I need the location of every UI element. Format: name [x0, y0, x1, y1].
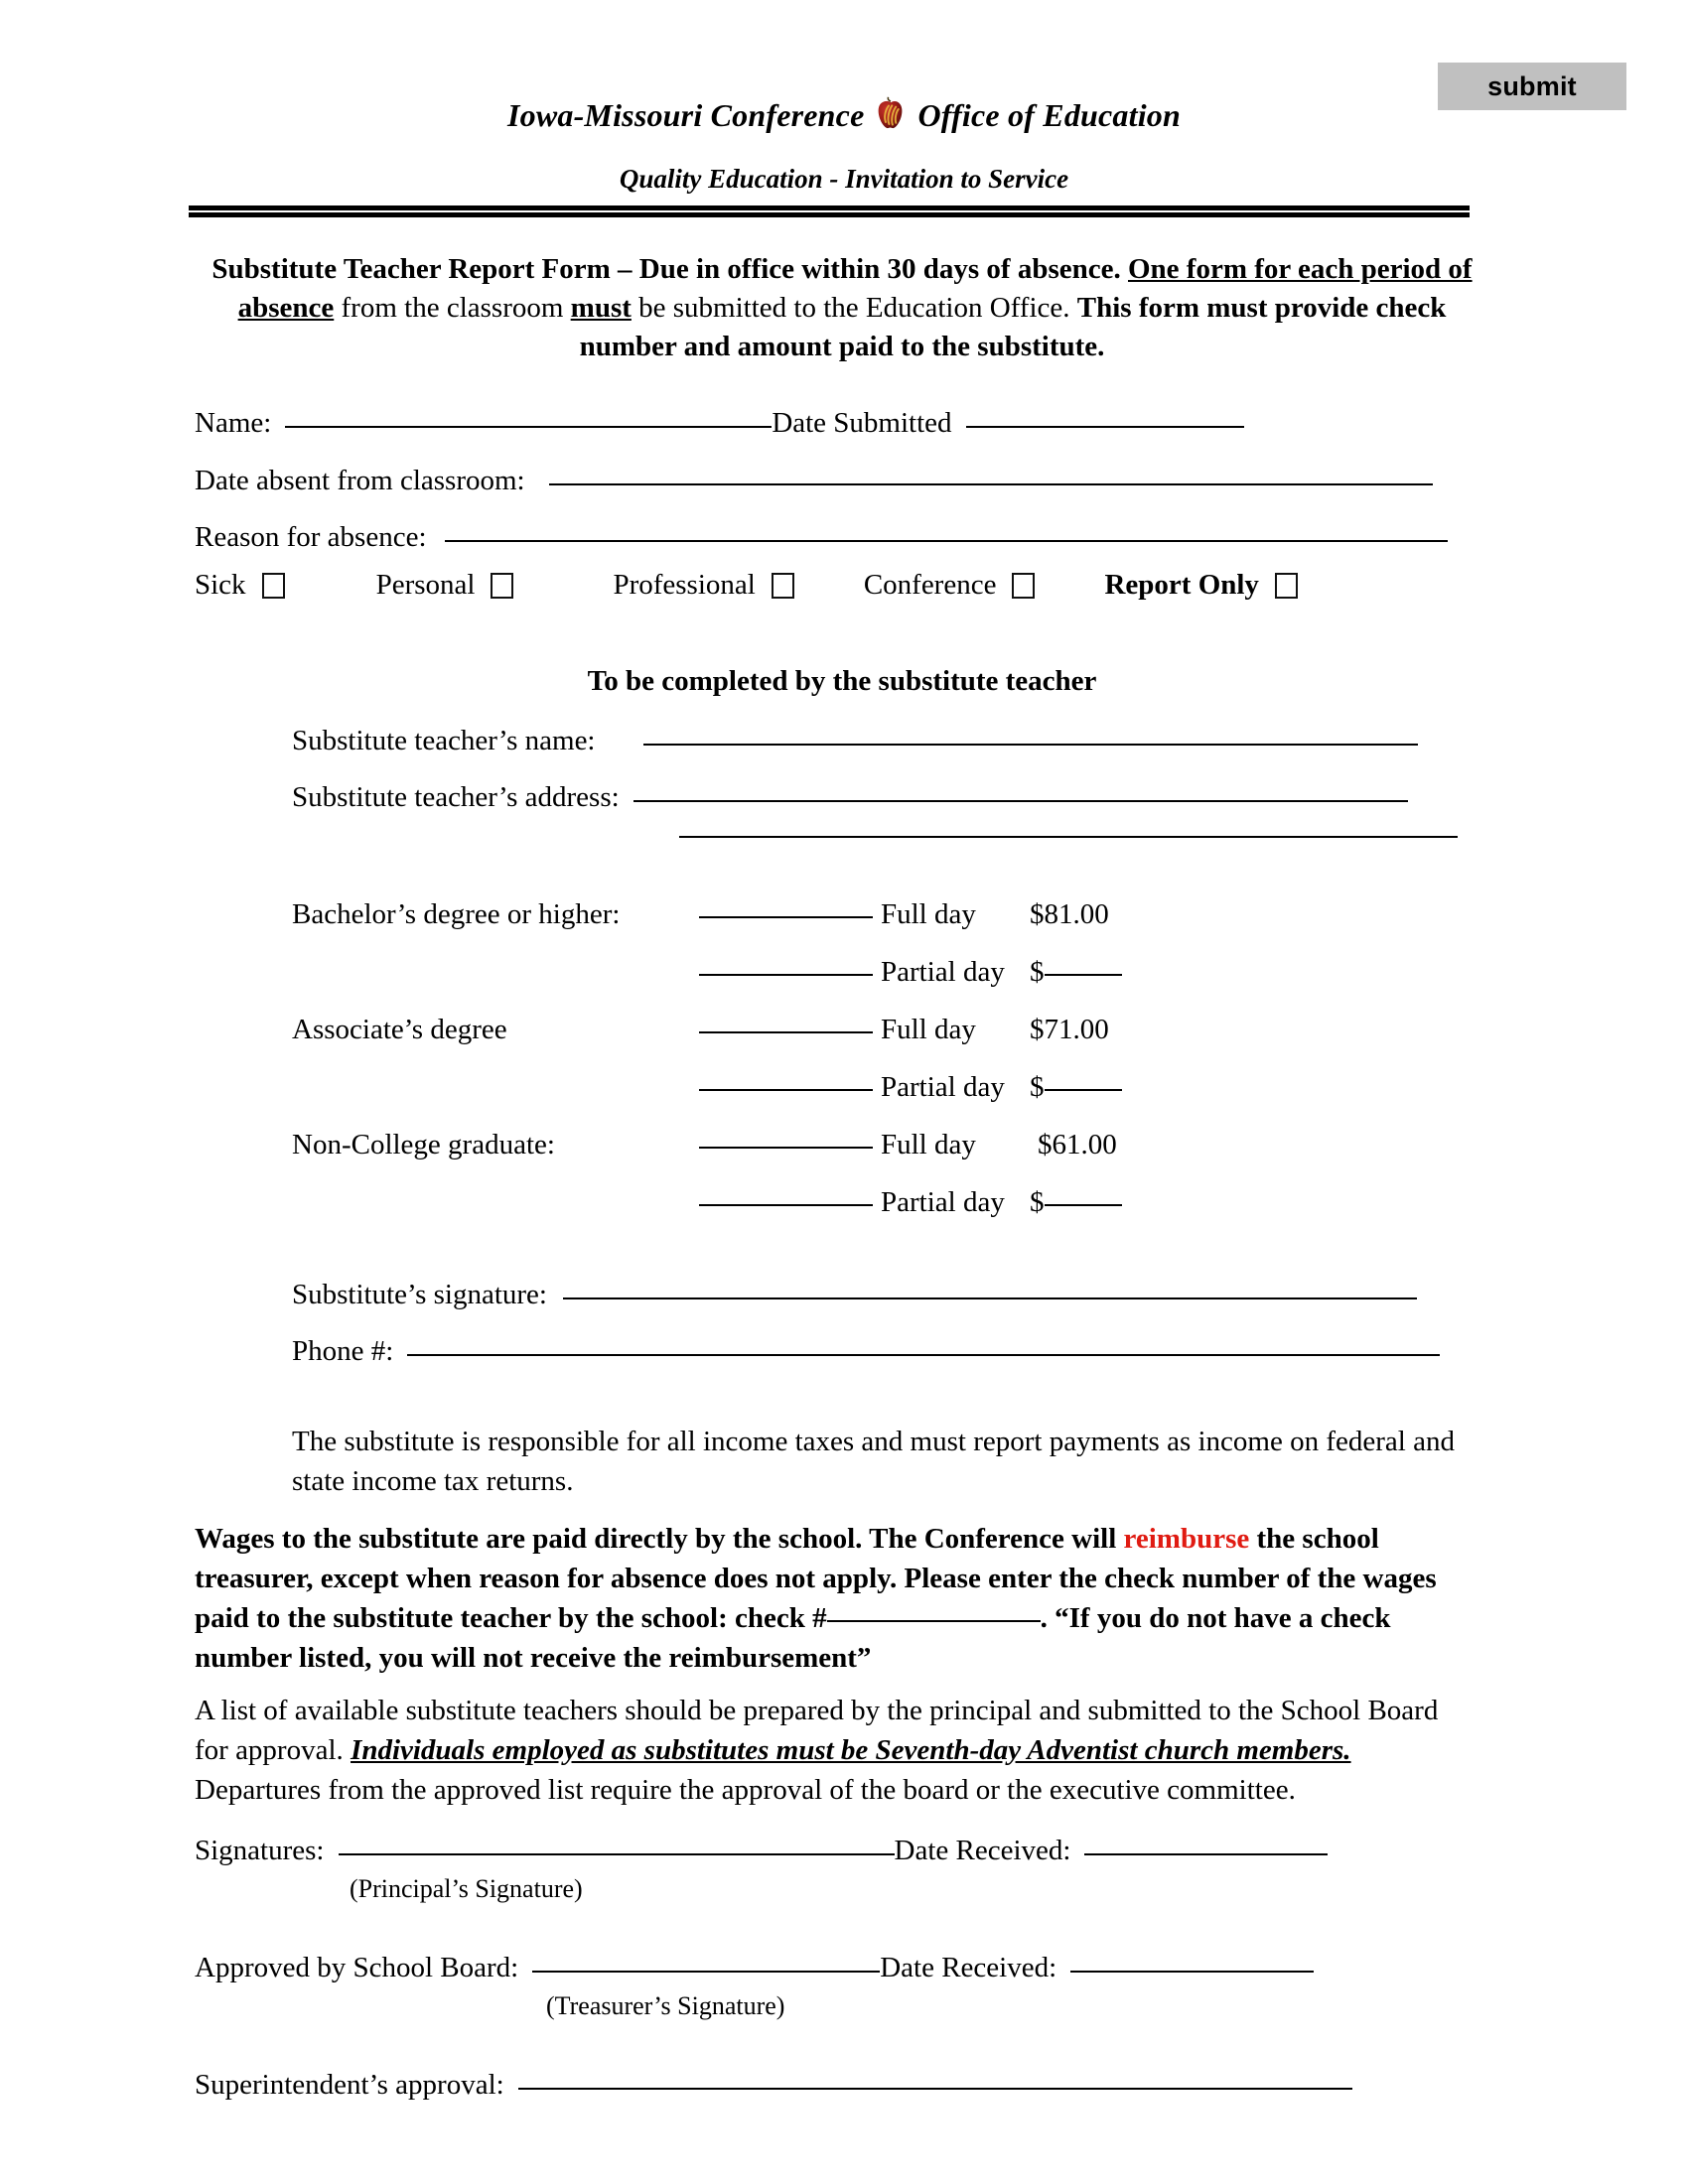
pay-row-bachelor-full [292, 898, 1109, 931]
substitute-list-paragraph [195, 1691, 1476, 1810]
date-absent-label: Date absent from classroom: [195, 465, 525, 496]
pay-row-bachelor-partial [292, 956, 1122, 989]
checkbox-label-report-only: Report Only [1104, 569, 1259, 601]
check-number-input[interactable] [827, 1619, 1041, 1622]
pay-row-associate-partial [292, 1071, 1122, 1104]
pay-row-noncollege-partial [292, 1186, 1122, 1219]
substitute-section-title: To be completed by the substitute teacher [587, 665, 1097, 697]
pay-daytype-bachelor-partial: Partial day [881, 956, 1005, 988]
pay-input-noncollege-partial[interactable] [699, 1203, 873, 1206]
principal-signature-input[interactable] [339, 1852, 895, 1855]
name-input[interactable] [285, 425, 772, 428]
reason-input[interactable] [445, 539, 1448, 542]
substitute-name-input[interactable] [643, 743, 1418, 746]
intro-paragraph [197, 250, 1487, 366]
tax-note-paragraph: The substitute is responsible for all income taxes and must report payments as income on federal and state income tax returns. [292, 1426, 1455, 1497]
treasurer-signature-note: (Treasurer’s Signature) [546, 1991, 785, 2020]
wages-text-3: . “If you do not have a check number listed, you will not receive the reimbursement” [195, 1602, 1391, 1674]
date-submitted-input[interactable] [966, 425, 1244, 428]
pay-daytype-associate-full: Full day [881, 1014, 976, 1045]
substitute-name-row [292, 725, 1418, 757]
checkbox-label-personal: Personal [375, 569, 476, 601]
signatures-row [195, 1835, 1328, 1867]
substitute-address-input-2[interactable] [679, 835, 1458, 838]
pay-input-associate-full[interactable] [699, 1030, 873, 1033]
submit-button[interactable]: submit [1438, 63, 1626, 110]
date-received-input-1[interactable] [1084, 1852, 1328, 1855]
list-emphasis: Individuals employed as substitutes must be Seventh-day Adventist church members. [351, 1734, 1351, 1766]
pay-amount-noncollege-full: $61.00 [1038, 1129, 1117, 1160]
date-submitted-label: Date Submitted [772, 407, 952, 439]
intro-sentence-5: be submitted to the Education Office. [638, 292, 1070, 324]
reason-label: Reason for absence: [195, 521, 427, 553]
checkbox-label-conference: Conference [863, 569, 997, 601]
pay-input-associate-partial[interactable] [699, 1088, 873, 1091]
substitute-signature-input[interactable] [563, 1297, 1417, 1299]
pay-degree-label-bachelor: Bachelor’s degree or higher: [292, 898, 621, 930]
pay-degree-label-associate: Associate’s degree [292, 1014, 507, 1045]
superintendent-label: Superintendent’s approval: [195, 2069, 504, 2101]
pay-daytype-noncollege-full: Full day [881, 1129, 976, 1160]
pay-input-noncollege-full[interactable] [699, 1146, 873, 1149]
pay-amount-bachelor-partial: $ [1030, 956, 1045, 988]
date-received-label-2: Date Received: [880, 1952, 1057, 1983]
checkbox-report-only[interactable] [1275, 573, 1298, 599]
wages-text-1: Wages to the substitute are paid directly by the school. The Conference will [195, 1523, 1117, 1555]
wages-paragraph [195, 1519, 1476, 1678]
date-absent-row [195, 465, 1433, 497]
intro-sentence-2: One form for each period of absence [237, 253, 1473, 324]
pay-amount-input-associate-partial[interactable] [1045, 1088, 1122, 1091]
pay-amount-bachelor-full: $81.00 [1030, 898, 1109, 930]
pay-input-bachelor-full[interactable] [699, 915, 873, 918]
superintendent-row [195, 2069, 1352, 2102]
date-absent-input[interactable] [549, 482, 1433, 485]
pay-amount-associate-partial: $ [1030, 1071, 1045, 1103]
substitute-address-row-2 [679, 839, 1458, 842]
name-label: Name: [195, 407, 272, 439]
pay-row-noncollege-full [292, 1129, 1117, 1161]
checkbox-sick[interactable] [262, 573, 285, 599]
checkbox-item-report-only[interactable] [1104, 569, 1297, 602]
pay-daytype-noncollege-partial: Partial day [881, 1186, 1005, 1218]
substitute-address-label: Substitute teacher’s address: [292, 781, 620, 813]
list-text-2: Departures from the approved list require the approval of the board or the executive committee. [195, 1774, 1296, 1806]
header-divider [189, 205, 1470, 217]
date-received-label-1: Date Received: [894, 1835, 1071, 1866]
checkbox-conference[interactable] [1012, 573, 1035, 599]
absence-reason-checkbox-group [195, 569, 1476, 602]
substitute-phone-row [292, 1335, 1440, 1368]
checkbox-label-professional: Professional [613, 569, 756, 601]
substitute-phone-input[interactable] [407, 1353, 1440, 1356]
substitute-phone-label: Phone #: [292, 1335, 394, 1367]
superintendent-approval-input[interactable] [518, 2087, 1352, 2090]
org-name-right: Office of Education [917, 97, 1182, 134]
checkbox-item-personal[interactable] [376, 569, 514, 602]
org-name-left: Iowa-Missouri Conference [506, 97, 865, 134]
principal-signature-note: (Principal’s Signature) [350, 1874, 583, 1903]
substitute-name-label: Substitute teacher’s name: [292, 725, 596, 756]
date-received-input-2[interactable] [1070, 1970, 1314, 1973]
apple-icon [876, 96, 906, 130]
checkbox-item-conference[interactable] [864, 569, 1036, 602]
tagline: Quality Education - Invitation to Service [619, 164, 1069, 194]
checkbox-professional[interactable] [772, 573, 794, 599]
substitute-signature-label: Substitute’s signature: [292, 1279, 547, 1310]
checkbox-label-sick: Sick [195, 569, 246, 601]
reason-row [195, 521, 1448, 554]
wages-text-2: the school treasurer, except when reason for absence does not apply. Please enter the check number of the wages paid to the substitute teacher by the school: check # [195, 1523, 1437, 1634]
intro-sentence-6: This form must provide check number and amount paid to the substitute. [579, 292, 1447, 362]
intro-sentence-4: must [570, 292, 632, 324]
school-board-row [195, 1952, 1314, 1984]
checkbox-item-sick[interactable] [195, 569, 285, 602]
pay-row-associate-full [292, 1014, 1109, 1046]
pay-amount-associate-full: $71.00 [1030, 1014, 1109, 1045]
checkbox-item-professional[interactable] [613, 569, 793, 602]
checkbox-personal[interactable] [491, 573, 513, 599]
pay-degree-label-noncollege: Non-College graduate: [292, 1129, 555, 1160]
pay-daytype-associate-partial: Partial day [881, 1071, 1005, 1103]
school-board-label: Approved by School Board: [195, 1952, 519, 1983]
substitute-address-row [292, 781, 1408, 814]
substitute-signature-row [292, 1279, 1417, 1311]
list-text-1: A list of available substitute teachers should be prepared by the principal and submitted to the School Board for approval. [195, 1695, 1439, 1766]
masthead [0, 94, 1688, 134]
school-board-signature-input[interactable] [532, 1970, 880, 1973]
intro-sentence-3: from the classroom [341, 292, 564, 324]
pay-daytype-bachelor-full: Full day [881, 898, 976, 930]
pay-amount-input-noncollege-partial[interactable] [1045, 1203, 1122, 1206]
wages-reimburse-highlight: reimburse [1123, 1523, 1250, 1555]
pay-amount-input-bachelor-partial[interactable] [1045, 973, 1122, 976]
pay-input-bachelor-partial[interactable] [699, 973, 873, 976]
intro-sentence-1: Substitute Teacher Report Form – Due in office within 30 days of absence. [211, 253, 1121, 285]
substitute-address-input-1[interactable] [633, 799, 1408, 802]
pay-amount-noncollege-partial: $ [1030, 1186, 1045, 1218]
name-row [195, 407, 1244, 440]
signatures-label: Signatures: [195, 1835, 325, 1866]
